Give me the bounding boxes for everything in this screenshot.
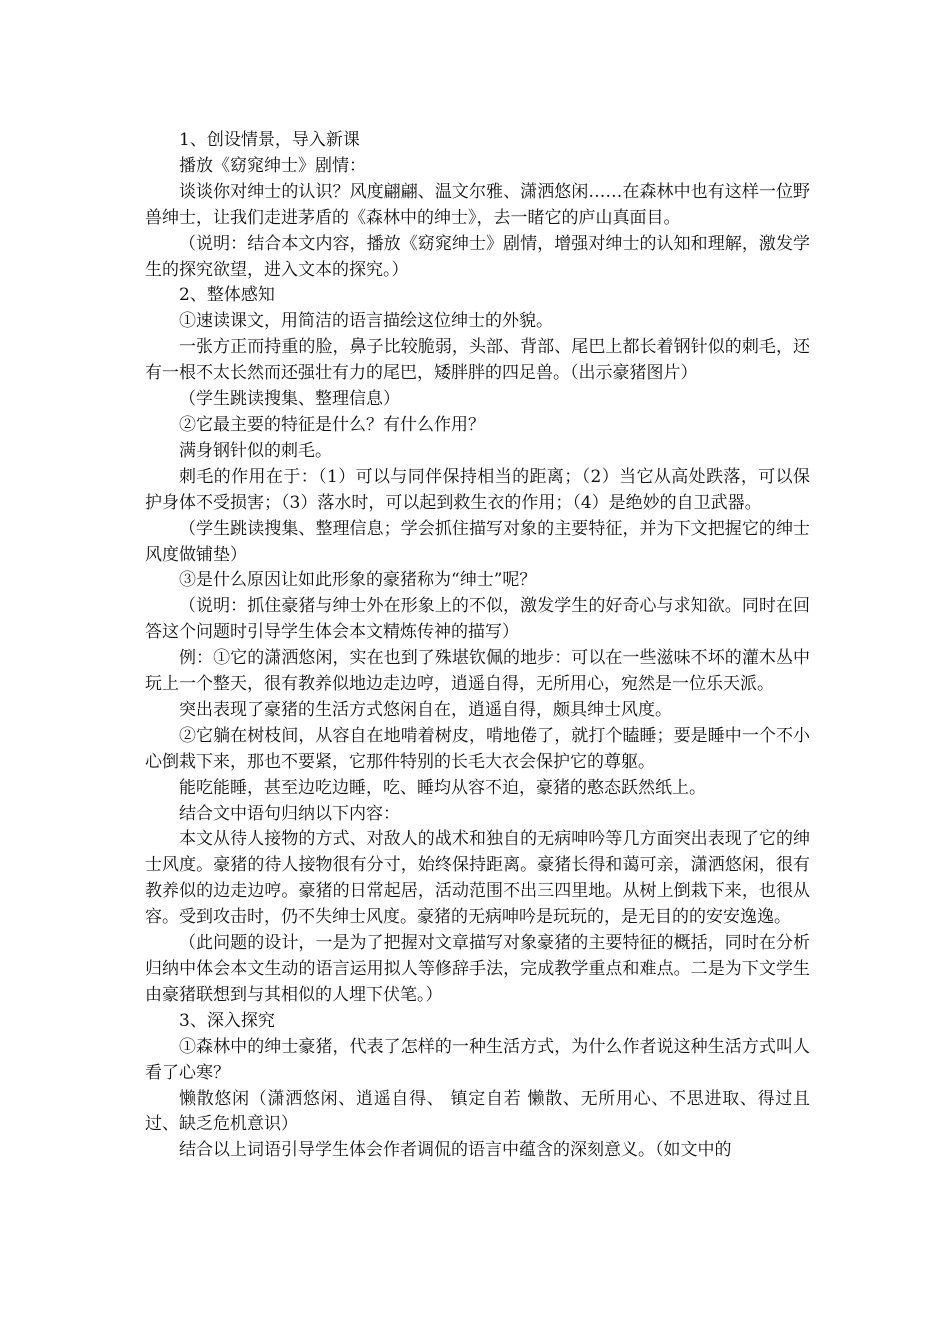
paragraph: 懒散悠闲（潇洒悠闲、逍遥自得、 镇定自若 懒散、无所用心、不思进取、得过且过、缺乏危机意识） xyxy=(145,1088,810,1135)
paragraph-note: （此问题的设计，一是为了把握对文章描写对象豪猪的主要特征的概括，同时在分析归纳中体会本文生动的语言运用拟人等修辞手法，完成教学重点和难点。二是为下文学生由豪猪联想到与其相似的人埋下伏笔。） xyxy=(145,933,810,1005)
document-body xyxy=(145,128,810,1164)
section-heading-3: 3、深入探究 xyxy=(179,1010,275,1031)
paragraph: 谈谈你对绅士的认识？风度翩翩、温文尔雅、潇洒悠闲……在森林中也有这样一位野兽绅士，让我们走进茅盾的《森林中的绅士》，去一睹它的庐山真面目。 xyxy=(145,181,810,228)
paragraph-note: （学生跳读搜集、整理信息；学会抓住描写对象的主要特征，并为下文把握它的绅士风度做铺垫） xyxy=(145,518,810,565)
paragraph: 满身钢针似的刺毛。 xyxy=(179,440,332,461)
paragraph: 结合文中语句归纳以下内容： xyxy=(179,803,400,824)
paragraph: 能吃能睡，甚至边吃边睡，吃、睡均从容不迫，豪猪的憨态跃然纸上。 xyxy=(179,777,706,798)
paragraph: 刺毛的作用在于：（1）可以与同伴保持相当的距离；（2）当它从高处跌落，可以保护身体不受损害；（3）落水时，可以起到救生衣的作用；（4）是绝妙的自卫武器。 xyxy=(145,466,810,513)
paragraph: 播放《窈窕绅士》剧情： xyxy=(179,155,366,176)
paragraph-note: （学生跳读搜集、整理信息） xyxy=(179,389,400,410)
paragraph: 突出表现了豪猪的生活方式悠闲自在，逍遥自得，颇具绅士风度。 xyxy=(179,699,672,720)
paragraph-note: （说明：抓住豪猪与绅士外在形象上的不似，激发学生的好奇心与求知欲。同时在回答这个问题时引导学生体会本文精炼传神的描写） xyxy=(145,596,810,643)
section-heading-1: 1、创设情景，导入新课 xyxy=(179,130,360,150)
question: ①速读课文，用简洁的语言描绘这位绅士的外貌。 xyxy=(179,311,553,332)
paragraph: 例：①它的潇洒悠闲，实在也到了殊堪钦佩的地步：可以在一些滋味不坏的灌木丛中玩上一个整天，很有教养似地边走边哼，逍遥自得，无所用心，宛然是一位乐天派。 xyxy=(145,648,810,695)
paragraph: ②它躺在树枝间，从容自在地啃着树皮，啃地倦了，就打个瞌睡；要是睡中一个不小心倒栽下来，那也不要紧，它那件特别的长毛大衣会保护它的尊躯。 xyxy=(145,725,810,772)
question: ①森林中的绅士豪猪，代表了怎样的一种生活方式，为什么作者说这种生活方式叫人看了心寒？ xyxy=(145,1036,810,1083)
paragraph: 一张方正而持重的脸，鼻子比较脆弱，头部、背部、尾巴上都长着钢针似的刺毛，还有一根不太长然而还强壮有力的尾巴，矮胖胖的四足兽。（出示豪猪图片） xyxy=(145,337,810,384)
paragraph-note: （说明：结合本文内容，播放《窈窕绅士》剧情，增强对绅士的认知和理解，激发学生的探究欲望，进入文本的探究。） xyxy=(145,233,810,280)
section-heading-2: 2、整体感知 xyxy=(179,285,275,306)
question: ②它最主要的特征是什么？有什么作用？ xyxy=(179,414,485,435)
paragraph: 结合以上词语引导学生体会作者调侃的语言中蕴含的深刻意义。（如文中的 xyxy=(179,1140,732,1161)
question: ③是什么原因让如此形象的豪猪称为“绅士”呢？ xyxy=(179,570,537,591)
paragraph: 本文从待人接物的方式、对敌人的战术和独自的无病呻吟等几方面突出表现了它的绅士风度。豪猪的待人接物很有分寸，始终保持距离。豪猪长得和蔼可亲，潇洒悠闲，很有教养似的边走边哼。豪猪的日常起居，活动范围不出三四里地。从树上倒栽下来，也很从容。受到攻击时，仍不失绅士风度。豪猪的无病呻吟是玩玩的，是无目的的安安逸逸。 xyxy=(145,829,810,928)
